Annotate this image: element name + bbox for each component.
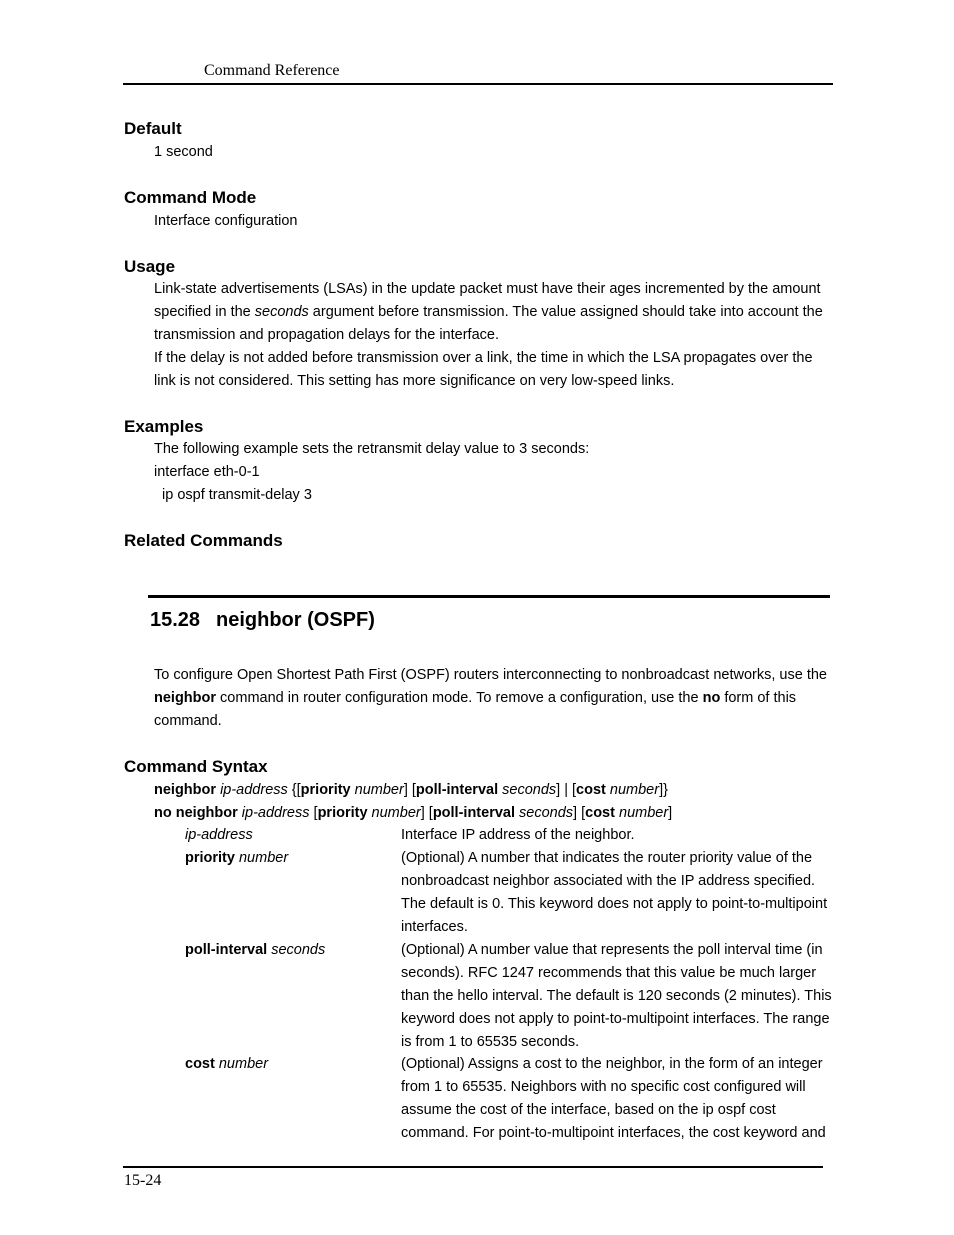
command-syntax-heading: Command Syntax xyxy=(124,757,268,776)
syntax-arg: seconds xyxy=(519,805,574,821)
syntax-keyword: no neighbor xyxy=(154,805,238,821)
syntax-arg: ip-address xyxy=(220,782,288,798)
command-mode-heading: Command Mode xyxy=(124,188,257,207)
running-header: Command Reference xyxy=(204,62,340,79)
syntax-arg: number xyxy=(619,805,669,821)
param-arg: seconds xyxy=(271,942,326,958)
page-number: 15-24 xyxy=(124,1172,162,1189)
examples-heading: Examples xyxy=(124,417,204,436)
syntax-keyword: poll-interval xyxy=(415,782,499,798)
syntax-arg: seconds xyxy=(502,782,557,798)
intro-keyword-neighbor: neighbor xyxy=(154,690,217,706)
intro-keyword-no: no xyxy=(702,690,721,706)
syntax-keyword: poll-interval xyxy=(432,805,515,821)
param-priority-desc: (Optional) A number that indicates the router priority value of the nonbroadcast neighbor associated with the IP address specified. The default is 0. This keyword does not apply to point-to-multipoint interfaces. xyxy=(401,850,828,935)
section-number: 15.28 xyxy=(150,609,201,631)
param-cost xyxy=(185,1053,268,1076)
footer-rule xyxy=(123,1166,823,1168)
section-title xyxy=(150,609,375,632)
section-name: neighbor (OSPF) xyxy=(216,609,375,631)
syntax-keyword: priority xyxy=(300,782,351,798)
intro-text: command in router configuration mode. To remove a configuration, use the xyxy=(216,690,703,706)
syntax-bracket: ]} xyxy=(659,782,668,798)
param-arg: number xyxy=(238,850,289,866)
usage-text: Link-state advertisements (LSAs) in the update packet must have their ages incremented by the amount specified in the xyxy=(154,281,821,320)
param-keyword: cost xyxy=(185,1056,215,1072)
param-ip-address-desc: Interface IP address of the neighbor. xyxy=(401,827,635,843)
usage-heading: Usage xyxy=(124,257,176,276)
syntax-bracket: ] xyxy=(668,805,673,821)
syntax-keyword: cost xyxy=(576,782,606,798)
param-poll-interval xyxy=(185,939,325,962)
syntax-arg: ip-address xyxy=(241,805,310,821)
syntax-keyword: priority xyxy=(317,805,368,821)
default-value: 1 second xyxy=(154,144,213,160)
syntax-keyword: cost xyxy=(585,805,615,821)
section-intro xyxy=(154,664,834,733)
syntax-line-neighbor xyxy=(154,779,834,802)
section-rule xyxy=(148,595,830,598)
usage-text: argument before transmission. The value assigned should take into account the transmission and propagation delays for the interface. xyxy=(154,304,823,343)
param-keyword: poll-interval xyxy=(185,942,268,958)
intro-text: To configure Open Shortest Path First (OSPF) routers interconnecting to nonbroadcast networks, use the xyxy=(154,667,827,683)
syntax-bracket: {[ xyxy=(287,782,301,798)
param-priority xyxy=(185,847,288,870)
syntax-bracket: ] [ xyxy=(573,805,586,821)
param-arg: number xyxy=(218,1056,269,1072)
syntax-bracket: ] | [ xyxy=(556,782,577,798)
syntax-line-no-neighbor xyxy=(154,802,834,825)
param-arg: ip-address xyxy=(185,827,253,843)
syntax-bracket: [ xyxy=(309,805,318,821)
header-rule xyxy=(123,83,833,85)
example-code-line: ip ospf transmit-delay 3 xyxy=(162,487,312,503)
usage-arg-seconds: seconds xyxy=(254,304,309,320)
syntax-arg: number xyxy=(371,805,421,821)
syntax-arg: number xyxy=(354,782,404,798)
command-mode-value: Interface configuration xyxy=(154,213,298,229)
related-commands-heading: Related Commands xyxy=(124,531,283,550)
intro-text: form of this command. xyxy=(154,690,797,729)
default-heading: Default xyxy=(124,119,182,138)
syntax-arg: number xyxy=(609,782,660,798)
syntax-bracket: ] [ xyxy=(403,782,416,798)
param-poll-interval-desc: (Optional) A number value that represents the poll interval time (in seconds). RFC 1247 recommends that this value be much larger than the hello interval. The default is 120 seconds (2 minutes). This keyword does not apply to point-to-multipoint interfaces. The range is from 1 to 65535 seconds. xyxy=(401,942,832,1050)
example-code-line: interface eth-0-1 xyxy=(154,464,260,480)
syntax-bracket: ] [ xyxy=(420,805,433,821)
param-keyword: priority xyxy=(185,850,235,866)
usage-paragraph-1 xyxy=(154,278,834,347)
param-ip-address xyxy=(185,824,253,847)
param-cost-desc: (Optional) Assigns a cost to the neighbor, in the form of an integer from 1 to 65535. Neighbors with no specific cost configured will assume the cost of the interface, based on the ip ospf cost command. For point-to-multipoint interfaces, the cost keyword and xyxy=(401,1056,826,1141)
examples-intro: The following example sets the retransmit delay value to 3 seconds: xyxy=(154,441,590,457)
syntax-keyword: neighbor xyxy=(154,782,217,798)
usage-paragraph-2: If the delay is not added before transmission over a link, the time in which the LSA propagates over the link is not considered. This setting has more significance on very low-speed links. xyxy=(154,350,813,389)
